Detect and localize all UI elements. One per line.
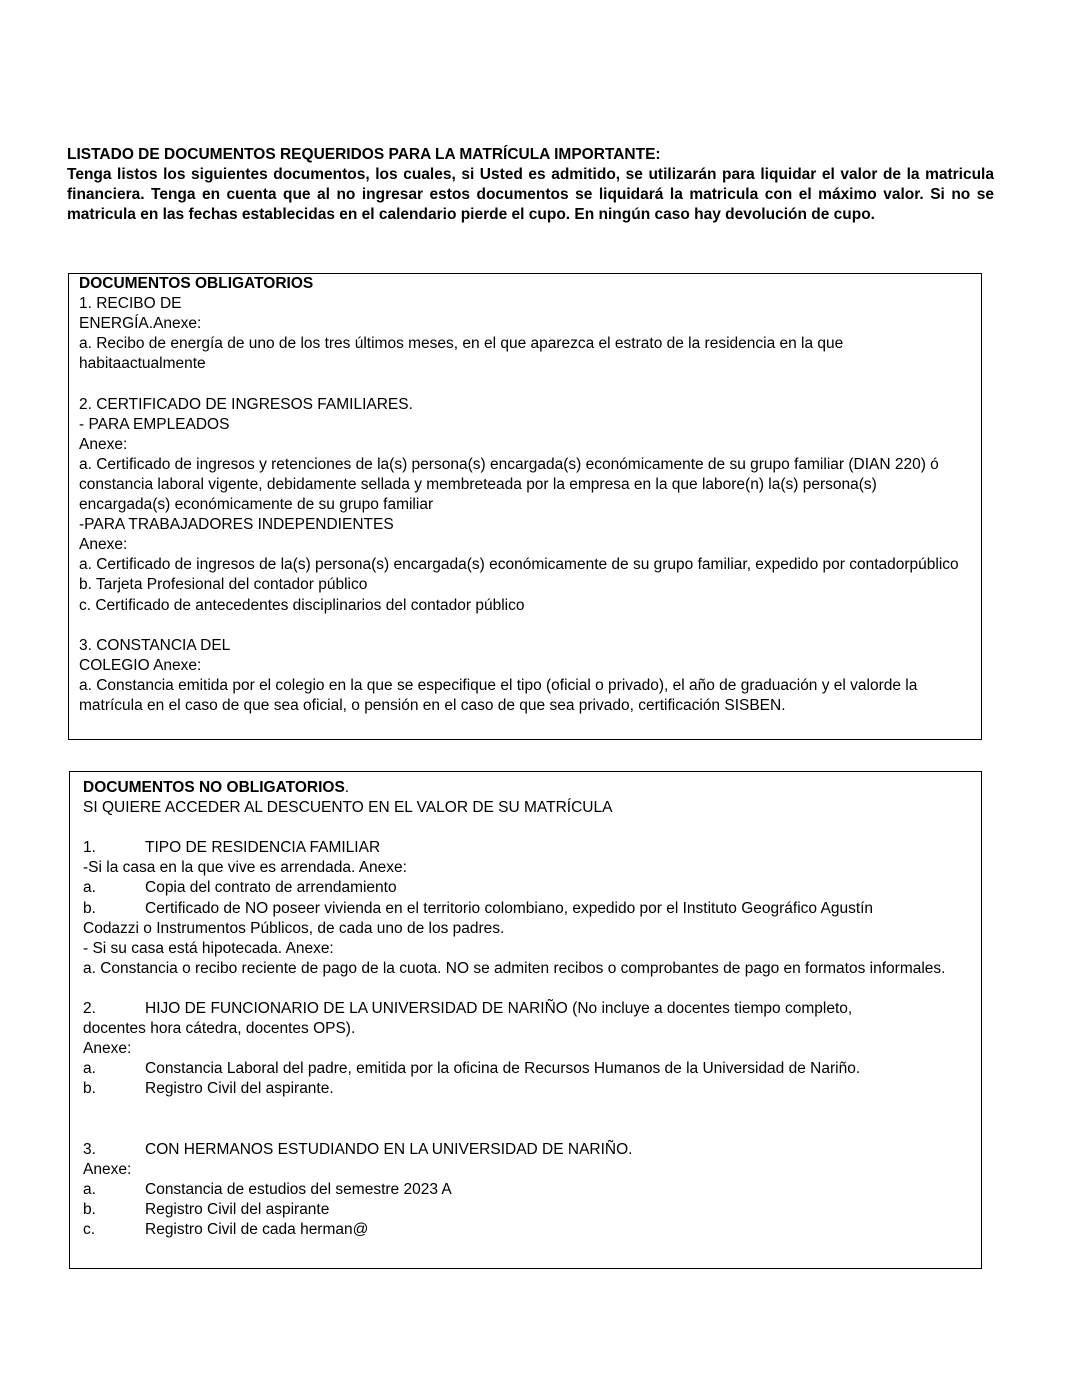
mandatory-s2-anexe-2: Anexe: xyxy=(79,536,128,554)
optional-s3-item-a xyxy=(83,1180,968,1200)
intro-section xyxy=(67,145,994,225)
mandatory-s1-title-a: 1. RECIBO DE xyxy=(79,295,182,313)
optional-s3-title: CON HERMANOS ESTUDIANDO EN LA UNIVERSIDAD DE NARIÑO. xyxy=(145,1140,633,1158)
optional-s1-item-b xyxy=(83,899,968,919)
mandatory-s3-title-a: 3. CONSTANCIA DEL xyxy=(79,636,231,654)
optional-s2-item-a xyxy=(83,1059,968,1079)
spacer xyxy=(83,818,968,838)
list-marker: c. xyxy=(83,1221,96,1239)
list-marker: b. xyxy=(83,1080,96,1098)
list-item-text: Constancia Laboral del padre, emitida por la oficina de Recursos Humanos de la Universidad de Nariño. xyxy=(145,1060,861,1078)
optional-s2-item-b xyxy=(83,1079,968,1099)
list-item-text: Constancia de estudios del semestre 2023 A xyxy=(145,1180,452,1198)
mandatory-s2-anexe-1: Anexe: xyxy=(79,435,128,453)
mandatory-documents-box xyxy=(68,273,982,740)
mandatory-s2-title: 2. CERTIFICADO DE INGRESOS FAMILIARES. xyxy=(79,395,413,413)
optional-s1-item-a xyxy=(83,878,968,898)
mandatory-s3-item-a: a. Constancia emitida por el colegio en la que se especifique el tipo (oficial o privado), el año de graduación y el valorde la matrícula en el caso de que sea oficial, o pensión en el caso de que sea privado, certificación SISBEN. xyxy=(79,676,918,714)
optional-s3-header xyxy=(83,1140,968,1160)
list-marker: b. xyxy=(83,899,96,917)
optional-s3-anexe: Anexe: xyxy=(83,1160,132,1178)
list-item-text: Copia del contrato de arrendamiento xyxy=(145,879,397,897)
mandatory-s1-title-b: ENERGÍA.Anexe: xyxy=(79,315,202,333)
optional-s3-number: 3. xyxy=(83,1140,96,1158)
intro-paragraph: Tenga listos los siguientes documentos, los cuales, si Usted es admitido, se utilizarán para liquidar el valor de la matricula financiera. Tenga en cuenta que al no ingresar estos documentos se liquidará la matricula con el máximo valor. Si no se matricula en las fechas establecidas en el calendario pierde el cupo. En ningún caso hay devolución de cupo. xyxy=(67,166,994,223)
mandatory-s2-ind-item-a: a. Certificado de ingresos de la(s) persona(s) encargada(s) económicamente de su grupo familiar, expedido por contadorpúblico xyxy=(79,556,959,574)
optional-s1-rented: -Si la casa en la que vive es arrendada. Anexe: xyxy=(83,859,407,877)
optional-title-line xyxy=(83,778,968,798)
optional-s3-item-b xyxy=(83,1200,968,1220)
document-heading: LISTADO DE DOCUMENTOS REQUERIDOS PARA LA MATRÍCULA IMPORTANTE: xyxy=(67,146,661,163)
optional-subtitle: SI QUIERE ACCEDER AL DESCUENTO EN EL VALOR DE SU MATRÍCULA xyxy=(83,799,613,817)
list-item-text: Registro Civil de cada herman@ xyxy=(145,1221,369,1239)
mandatory-s2-ind-item-b: b. Tarjeta Profesional del contador público xyxy=(79,576,368,594)
optional-s1-header xyxy=(83,838,968,858)
list-marker: b. xyxy=(83,1200,96,1218)
optional-title-suffix: . xyxy=(344,779,350,796)
optional-title: DOCUMENTOS NO OBLIGATORIOS xyxy=(83,779,345,796)
mandatory-s2-emp-item-a: a. Certificado de ingresos y retenciones de la(s) persona(s) encargada(s) económicamente de su grupo familiar (DIAN 220) ó constancia laboral vigente, debidamente sellada y membreteada por la empresa en la que labore(n) la(s) persona(s) encargada(s) económicamente de su grupo familiar xyxy=(79,455,939,514)
optional-s3-item-c xyxy=(83,1220,968,1240)
optional-s1-title: TIPO DE RESIDENCIA FAMILIAR xyxy=(145,839,381,857)
list-marker: a. xyxy=(83,879,96,897)
optional-s2-header xyxy=(83,999,968,1019)
optional-s2-title-continued: docentes hora cátedra, docentes OPS). xyxy=(83,1020,356,1038)
optional-s1-mortgaged: - Si su casa está hipotecada. Anexe: xyxy=(83,939,334,957)
spacer xyxy=(79,616,971,636)
mandatory-s3-title-b: COLEGIO Anexe: xyxy=(79,656,202,674)
list-item-text: Registro Civil del aspirante xyxy=(145,1200,330,1218)
mandatory-s2-ind-item-c: c. Certificado de antecedentes disciplinarios del contador público xyxy=(79,596,525,614)
optional-s1-number: 1. xyxy=(83,839,96,857)
optional-s1-item-b-continued: Codazzi o Instrumentos Públicos, de cada uno de los padres. xyxy=(83,919,505,937)
list-item-text: Certificado de NO poseer vivienda en el territorio colombiano, expedido por el Instituto Geográfico Agustín xyxy=(145,899,874,917)
optional-s2-anexe: Anexe: xyxy=(83,1040,132,1058)
list-marker: a. xyxy=(83,1180,96,1198)
spacer xyxy=(79,374,971,394)
mandatory-title: DOCUMENTOS OBLIGATORIOS xyxy=(79,275,314,292)
mandatory-s2-independent: -PARA TRABAJADORES INDEPENDIENTES xyxy=(79,516,394,534)
optional-s1-mortgage-item-a: a. Constancia o recibo reciente de pago de la cuota. NO se admiten recibos o comprobantes de pago en formatos informales. xyxy=(83,959,946,977)
list-marker: a. xyxy=(83,1060,96,1078)
optional-s2-title: HIJO DE FUNCIONARIO DE LA UNIVERSIDAD DE NARIÑO (No incluye a docentes tiempo completo, xyxy=(145,1000,853,1018)
mandatory-s1-item-a: a. Recibo de energía de uno de los tres últimos meses, en el que aparezca el estrato de la residencia en la que habitaactualmente xyxy=(79,335,844,373)
list-item-text: Registro Civil del aspirante. xyxy=(145,1080,334,1098)
spacer xyxy=(83,979,968,999)
optional-s2-number: 2. xyxy=(83,1000,96,1018)
spacer xyxy=(83,1100,968,1140)
optional-documents-box xyxy=(69,771,982,1269)
mandatory-s2-employees: - PARA EMPLEADOS xyxy=(79,415,230,433)
